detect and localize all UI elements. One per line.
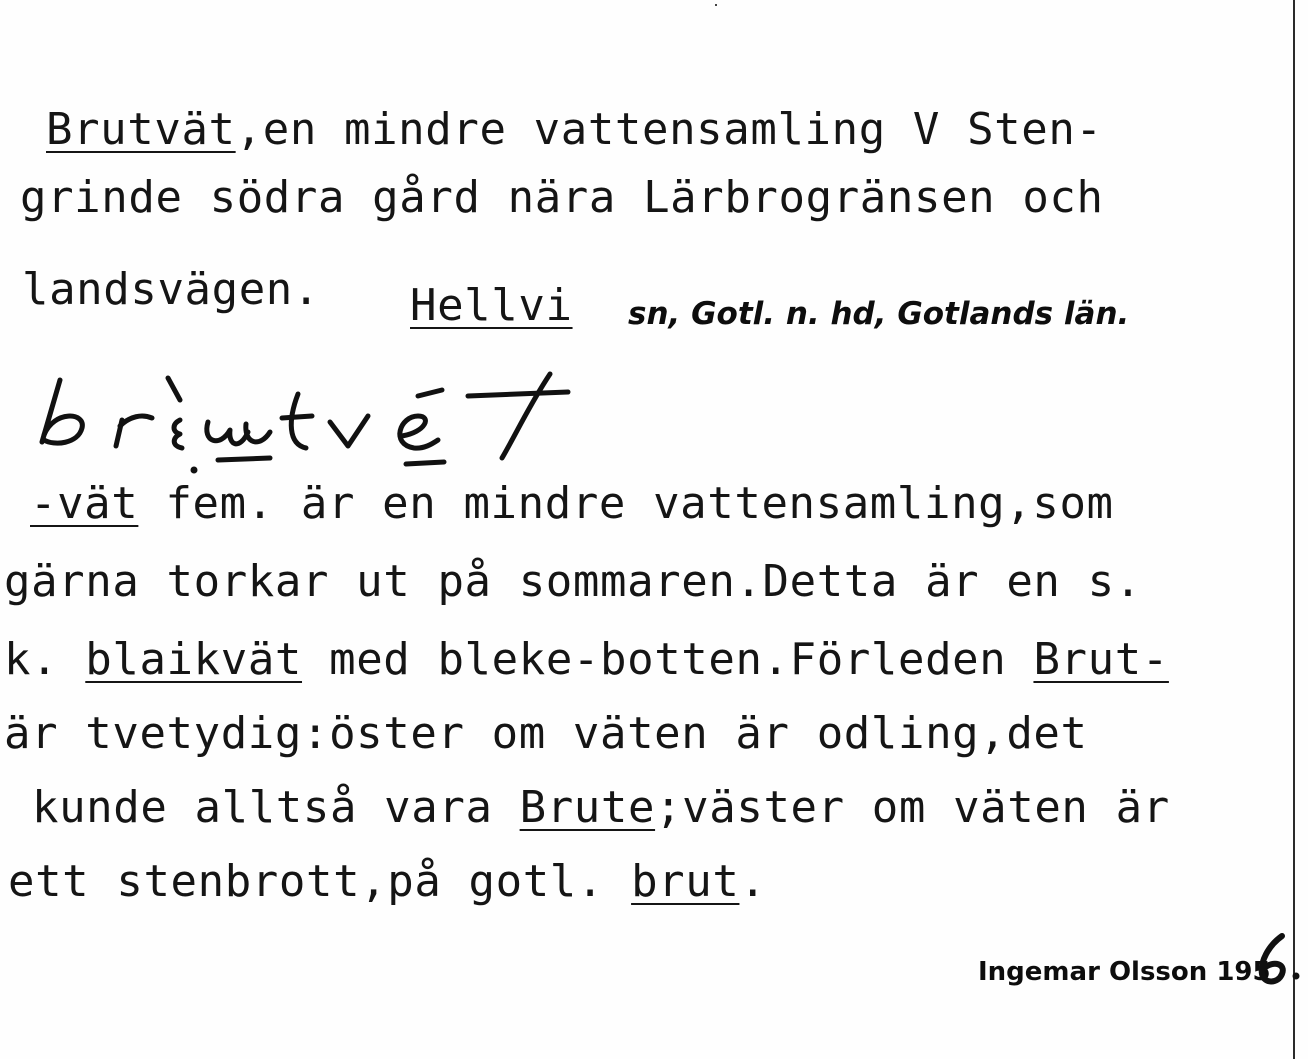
- entry-line-4-text: fem. är en mindre vattensamling,som: [138, 478, 1114, 529]
- entry-line-6: [4, 634, 1169, 685]
- entry-line-3: landsvägen.: [22, 264, 320, 315]
- entry-line-9-pre: ett stenbrott,på gotl.: [8, 856, 632, 907]
- author-stamp: Ingemar Olsson 195: [978, 957, 1271, 987]
- parish-name: Hellvi: [410, 280, 573, 331]
- entry-line-6-pre: k.: [4, 634, 86, 685]
- scan-speck: [715, 4, 717, 6]
- term-brut-prefix: Brut-: [1033, 634, 1169, 685]
- handwritten-pronunciation: [30, 360, 590, 480]
- entry-line-1-text: ,en mindre vattensamling V Sten-: [235, 104, 1103, 155]
- entry-line-6-mid: med bleke-botten.Förleden: [302, 634, 1034, 685]
- headword: Brutvät: [46, 104, 236, 155]
- entry-line-4: [30, 478, 1114, 529]
- parish-stamp: sn, Gotl. n. hd, Gotlands län.: [628, 296, 1130, 332]
- handwritten-year-digit: [1252, 930, 1304, 990]
- entry-line-1: [46, 104, 1103, 155]
- entry-line-8-pre: kunde alltså vara: [32, 782, 520, 833]
- entry-line-7: är tvetydig:öster om väten är odling,det: [4, 708, 1088, 759]
- term-brute: Brute: [519, 782, 656, 833]
- entry-line-8-post: ;väster om väten är: [655, 782, 1170, 833]
- entry-line-8: [32, 782, 1170, 833]
- card-edge-line: [1293, 0, 1295, 1059]
- entry-line-9-post: .: [739, 856, 767, 907]
- term-blaikvat: blaikvät: [85, 634, 303, 685]
- term-brut: brut: [631, 856, 740, 907]
- entry-line-2: grinde södra gård nära Lärbrogränsen och: [20, 172, 1104, 223]
- entry-line-9: [8, 856, 767, 907]
- name-element: -vät: [30, 478, 139, 529]
- entry-line-5: gärna torkar ut på sommaren.Detta är en s.: [4, 556, 1142, 607]
